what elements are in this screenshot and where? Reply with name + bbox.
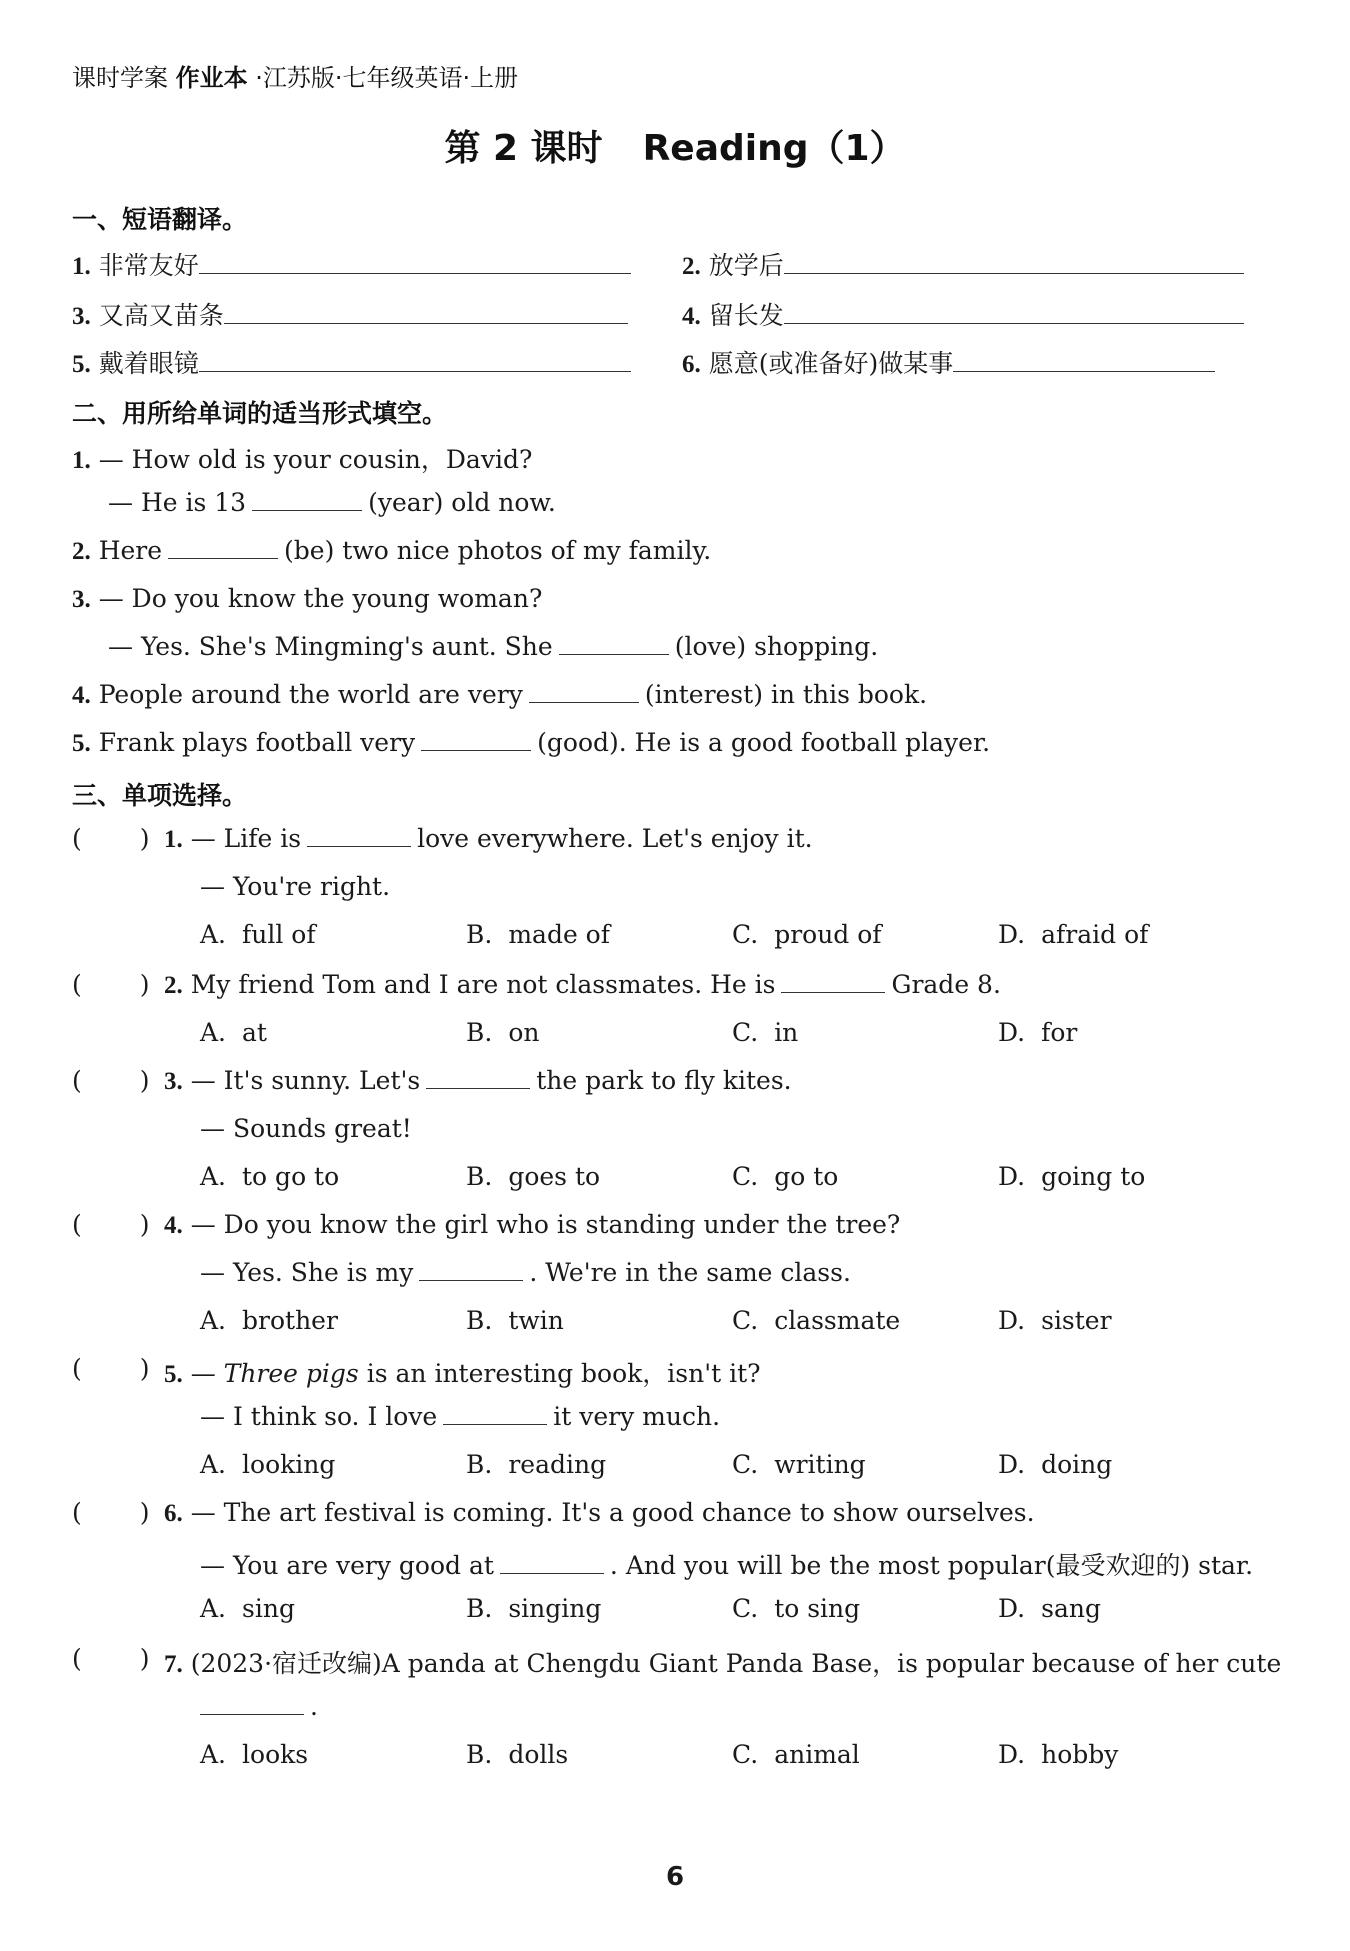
answer-blank[interactable] [421, 728, 531, 751]
option-text: proud of [774, 920, 882, 949]
option-letter: D. [998, 920, 1026, 949]
answer-blank[interactable] [781, 970, 885, 993]
paren-left: ( [72, 1210, 82, 1239]
item-number: 5. [164, 1361, 183, 1388]
answer-line[interactable] [784, 301, 1244, 324]
option-letter: A. [200, 1162, 227, 1191]
option-letter: B. [466, 1018, 493, 1047]
option-letter: D. [998, 1450, 1026, 1479]
paren-right: ) [139, 1644, 150, 1673]
phrase-item-4 [682, 296, 1244, 332]
question-text: (be) two nice photos of my family. [284, 536, 712, 565]
mc-q7-stem [164, 1644, 1281, 1680]
question-text: . We're in the same class. [529, 1258, 851, 1287]
phrase-item-1 [72, 246, 631, 282]
item-number: 7. [164, 1651, 183, 1678]
question-text: (love) shopping. [674, 632, 879, 661]
lesson-topic: Reading（1） [642, 128, 906, 169]
question-text: — You are very good at [200, 1551, 494, 1580]
option-letter: A. [200, 1740, 227, 1769]
item-number: 3. [164, 1068, 183, 1095]
phrase-item-2 [682, 246, 1244, 282]
question-text: People around the world are very [98, 680, 523, 709]
paren-right: ) [139, 970, 150, 999]
mc-q6-stem [164, 1498, 1035, 1528]
option-text: sister [1041, 1306, 1112, 1335]
option-letter: C. [732, 1306, 759, 1335]
option-text: looks [242, 1740, 309, 1769]
mc-q2-option-b[interactable] [466, 1018, 539, 1047]
option-text: afraid of [1041, 920, 1149, 949]
question-text: Here [98, 536, 163, 565]
question-text: (interest) in this book. [644, 680, 928, 709]
answer-line[interactable] [224, 301, 628, 324]
answer-line[interactable] [199, 251, 631, 274]
mc-q7-line2 [200, 1692, 318, 1721]
mc-q3-option-d[interactable] [998, 1162, 1145, 1191]
mc-q7-option-a[interactable] [200, 1740, 308, 1769]
phrase-text: 戴着眼镜 [98, 349, 199, 378]
item-number: 2. [72, 538, 91, 565]
mc-q6-option-b[interactable] [466, 1594, 601, 1623]
book-edition: ·江苏版·七年级英语·上册 [255, 64, 519, 92]
question-text: — Do you know the young woman? [98, 584, 543, 613]
book-name: 作业本 [175, 64, 248, 92]
answer-line[interactable] [199, 349, 631, 372]
answer-line[interactable] [784, 251, 1244, 274]
question-text: — The art festival is coming. It's a good chance to show ourselves. [190, 1498, 1035, 1527]
option-letter: A. [200, 920, 227, 949]
paren-right: ) [139, 1354, 150, 1383]
mc-q1-option-d[interactable] [998, 920, 1148, 949]
option-text: classmate [774, 1306, 901, 1335]
question-text: — How old is your cousin，David? [98, 445, 533, 474]
book-title: Three pigs [223, 1359, 359, 1388]
option-letter: B. [466, 1450, 493, 1479]
item-number: 4. [72, 682, 91, 709]
option-letter: B. [466, 1162, 493, 1191]
option-text: to sing [774, 1594, 861, 1623]
question-text: . [310, 1692, 318, 1721]
item-number: 3. [72, 303, 91, 330]
answer-blank[interactable] [426, 1066, 530, 1089]
option-text: made of [508, 920, 610, 949]
mc-q6-paren[interactable] [72, 1498, 150, 1527]
paren-left: ( [72, 1644, 82, 1673]
option-letter: B. [466, 920, 493, 949]
series-name: 课时学案 [72, 64, 168, 92]
mc-q2-option-d[interactable] [998, 1018, 1077, 1047]
mc-q5-stem [164, 1354, 761, 1390]
book-header [72, 58, 518, 93]
option-letter: A. [200, 1594, 227, 1623]
option-text: sang [1041, 1594, 1101, 1623]
option-text: brother [242, 1306, 338, 1335]
phrase-item-6 [682, 344, 1215, 380]
option-text: full of [242, 920, 316, 949]
fill-q1-line2 [108, 488, 556, 517]
mc-q7-option-c[interactable] [732, 1740, 860, 1769]
item-number: 5. [72, 351, 91, 378]
question-text: love everywhere. Let's enjoy it. [417, 824, 813, 853]
fill-q3-line1 [72, 584, 542, 614]
item-number: 1. [164, 826, 183, 853]
item-number: 4. [164, 1212, 183, 1239]
answer-blank[interactable] [307, 824, 411, 847]
paren-left: ( [72, 1066, 82, 1095]
mc-q5-paren[interactable] [72, 1354, 150, 1383]
option-letter: D. [998, 1594, 1026, 1623]
question-text: — Do you know the girl who is standing under the tree? [190, 1210, 901, 1239]
phrase-text: 愿意(或准备好)做某事 [708, 349, 954, 378]
mc-q4-option-b[interactable] [466, 1306, 564, 1335]
option-text: looking [242, 1450, 336, 1479]
answer-blank[interactable] [419, 1258, 523, 1281]
item-number: 3. [72, 586, 91, 613]
fill-q1-line1 [72, 440, 532, 476]
mc-q4-option-c[interactable] [732, 1306, 900, 1335]
fill-q3-line2 [108, 632, 878, 661]
option-letter: D. [998, 1306, 1026, 1335]
option-letter: A. [200, 1306, 227, 1335]
item-number: 5. [72, 730, 91, 757]
question-text: . And you will be the most popular(最受欢迎的) star. [609, 1551, 1254, 1580]
option-letter: B. [466, 1740, 493, 1769]
question-text: — Yes. She's Mingming's aunt. She [108, 632, 553, 661]
mc-q1-option-b[interactable] [466, 920, 610, 949]
phrase-text: 非常友好 [98, 251, 199, 280]
option-text: at [242, 1018, 267, 1047]
mc-q3-option-a[interactable] [200, 1162, 339, 1191]
option-letter: B. [466, 1306, 493, 1335]
question-text: — I think so. I love [200, 1402, 438, 1431]
paren-left: ( [72, 1354, 82, 1383]
option-letter: C. [732, 1162, 759, 1191]
option-letter: D. [998, 1740, 1026, 1769]
option-text: in [774, 1018, 799, 1047]
phrase-item-3 [72, 296, 628, 332]
item-number: 1. [72, 253, 91, 280]
fill-q2 [72, 536, 711, 566]
fill-q5 [72, 728, 990, 758]
mc-q4-line2 [200, 1258, 851, 1287]
answer-blank[interactable] [168, 536, 278, 559]
option-text: to go to [242, 1162, 340, 1191]
mc-q2-paren[interactable] [72, 970, 150, 999]
answer-blank[interactable] [200, 1692, 304, 1715]
question-text: — He is 13 [108, 488, 247, 517]
mc-q7-paren[interactable] [72, 1644, 150, 1673]
option-text: dolls [508, 1740, 569, 1769]
option-text: goes to [508, 1162, 601, 1191]
mc-q5-option-d[interactable] [998, 1450, 1112, 1479]
answer-blank[interactable] [529, 680, 639, 703]
item-number: 1. [72, 447, 91, 474]
section-1-heading: 一、短语翻译。 [72, 205, 248, 234]
mc-q3-paren[interactable] [72, 1066, 150, 1095]
paren-left: ( [72, 1498, 82, 1527]
option-letter: D. [998, 1162, 1026, 1191]
item-number: 6. [682, 351, 701, 378]
option-letter: C. [732, 920, 759, 949]
mc-q2-option-a[interactable] [200, 1018, 267, 1047]
paren-left: ( [72, 970, 82, 999]
mc-q6-line2 [200, 1546, 1253, 1582]
option-letter: C. [732, 1018, 759, 1047]
phrase-text: 留长发 [708, 301, 784, 330]
mc-q2-stem [164, 970, 1001, 1000]
question-text: — [190, 1359, 216, 1388]
mc-q1-line2: — You're right. [200, 872, 391, 901]
item-number: 4. [682, 303, 701, 330]
question-text: Grade 8. [891, 970, 1001, 999]
paren-right: ) [139, 1210, 150, 1239]
mc-q7-option-b[interactable] [466, 1740, 568, 1769]
mc-q3-option-c[interactable] [732, 1162, 838, 1191]
answer-line[interactable] [953, 349, 1215, 372]
option-text: for [1041, 1018, 1078, 1047]
mc-q3-stem [164, 1066, 792, 1096]
mc-q1-stem [164, 824, 813, 854]
paren-left: ( [72, 824, 82, 853]
mc-q5-line2 [200, 1402, 720, 1431]
phrase-item-5 [72, 344, 631, 380]
question-text: — Yes. She is my [200, 1258, 414, 1287]
section-3-heading: 三、单项选择。 [72, 781, 248, 810]
mc-q4-option-d[interactable] [998, 1306, 1112, 1335]
mc-q1-paren[interactable] [72, 824, 150, 853]
option-text: go to [774, 1162, 839, 1191]
option-text: singing [508, 1594, 602, 1623]
mc-q6-option-c[interactable] [732, 1594, 860, 1623]
option-text: hobby [1041, 1740, 1119, 1769]
option-text: animal [774, 1740, 860, 1769]
answer-blank[interactable] [500, 1551, 604, 1574]
question-text: it very much. [553, 1402, 721, 1431]
option-text: reading [508, 1450, 607, 1479]
option-letter: C. [732, 1450, 759, 1479]
option-letter: C. [732, 1740, 759, 1769]
mc-q4-paren[interactable] [72, 1210, 150, 1239]
question-text: Frank plays football very [98, 728, 416, 757]
paren-right: ) [139, 824, 150, 853]
option-letter: B. [466, 1594, 493, 1623]
question-text: My friend Tom and I are not classmates. He is [190, 970, 776, 999]
mc-q1-option-a[interactable] [200, 920, 316, 949]
mc-q6-option-d[interactable] [998, 1594, 1101, 1623]
option-text: doing [1041, 1450, 1113, 1479]
page-number: 6 [665, 1862, 685, 1892]
mc-q2-option-c[interactable] [732, 1018, 798, 1047]
answer-blank[interactable] [252, 488, 362, 511]
question-text: is an interesting book，isn't it? [366, 1359, 761, 1388]
item-number: 2. [682, 253, 701, 280]
mc-q7-option-d[interactable] [998, 1740, 1118, 1769]
question-text: (year) old now. [368, 488, 556, 517]
option-text: twin [508, 1306, 564, 1335]
item-number: 2. [164, 972, 183, 999]
option-letter: A. [200, 1450, 227, 1479]
question-text: — Life is [190, 824, 302, 853]
option-text: going to [1041, 1162, 1146, 1191]
mc-q6-option-a[interactable] [200, 1594, 295, 1623]
paren-right: ) [139, 1498, 150, 1527]
option-letter: D. [998, 1018, 1026, 1047]
phrase-text: 放学后 [708, 251, 784, 280]
option-text: writing [774, 1450, 866, 1479]
option-letter: A. [200, 1018, 227, 1047]
page-title [0, 120, 1350, 171]
question-text: (2023·宿迁改编)A panda at Chengdu Giant Panda Base，is popular because of her cute [190, 1649, 1282, 1678]
answer-blank[interactable] [443, 1402, 547, 1425]
mc-q5-option-c[interactable] [732, 1450, 866, 1479]
mc-q4-stem [164, 1210, 900, 1240]
option-text: on [508, 1018, 540, 1047]
lesson-number: 第 2 课时 [444, 128, 603, 169]
item-number: 6. [164, 1500, 183, 1527]
question-text: the park to fly kites. [536, 1066, 792, 1095]
mc-q1-option-c[interactable] [732, 920, 882, 949]
phrase-text: 又高又苗条 [98, 301, 224, 330]
mc-q3-line2: — Sounds great! [200, 1114, 412, 1143]
mc-q5-option-b[interactable] [466, 1450, 606, 1479]
fill-q4 [72, 680, 927, 710]
mc-q5-option-a[interactable] [200, 1450, 335, 1479]
answer-blank[interactable] [559, 632, 669, 655]
section-2-heading: 二、用所给单词的适当形式填空。 [72, 399, 448, 428]
option-text: sing [242, 1594, 295, 1623]
mc-q4-option-a[interactable] [200, 1306, 338, 1335]
paren-right: ) [139, 1066, 150, 1095]
question-text: — It's sunny. Let's [190, 1066, 421, 1095]
question-text: (good). He is a good football player. [537, 728, 991, 757]
option-letter: C. [732, 1594, 759, 1623]
mc-q3-option-b[interactable] [466, 1162, 600, 1191]
